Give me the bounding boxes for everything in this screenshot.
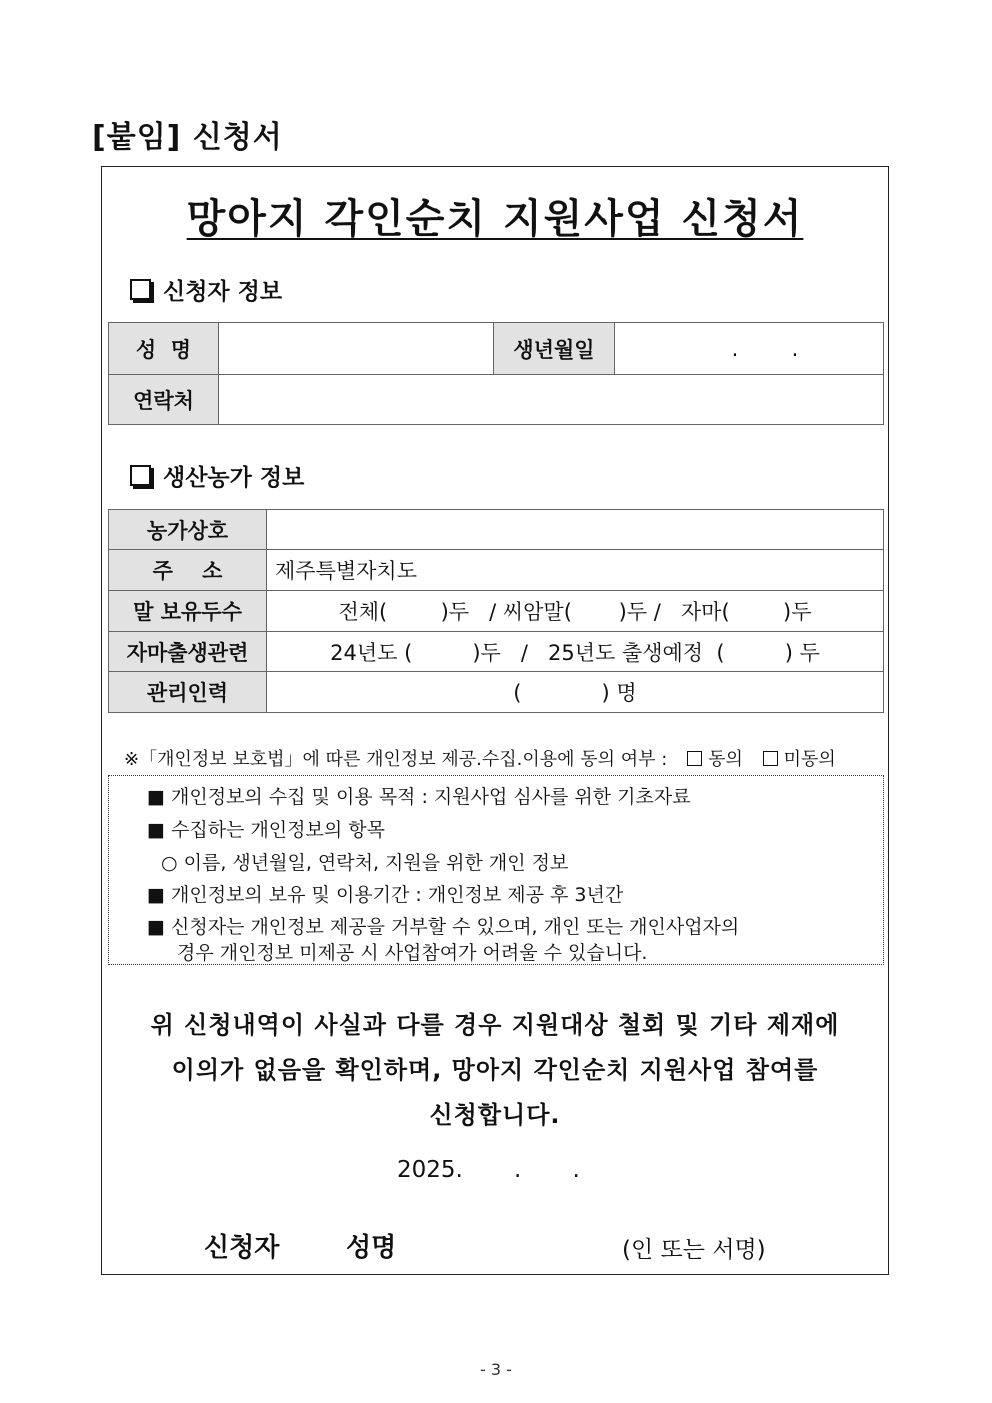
application-date[interactable]: 2025. . .: [397, 1157, 580, 1183]
section-farm-label: 생산농가 정보: [163, 465, 305, 491]
horse-count-label: 말 보유두수: [109, 591, 267, 632]
privacy-retention: ■ 개인정보의 보유 및 이용기간 : 개인정보 제공 후 3년간: [147, 884, 624, 906]
birth-label: 생년월일: [494, 323, 615, 375]
disagree-label: 미동의: [783, 749, 836, 770]
address-label: 주 소: [109, 550, 267, 591]
privacy-items: ○ 이름, 생년월일, 연락처, 지원을 위한 개인 정보: [161, 852, 569, 874]
farm-name-label: 농가상호: [109, 510, 267, 550]
birth-field[interactable]: . .: [615, 323, 884, 375]
agree-label: 동의: [708, 749, 743, 770]
applicant-label: 신청자: [204, 1233, 280, 1263]
consent-question-text: ※「개인정보 보호법」에 따른 개인정보 제공.수집.이용에 동의 여부 :: [124, 749, 668, 770]
name-label: 성 명: [109, 323, 219, 375]
section-applicant-label: 신청자 정보: [163, 279, 283, 305]
farm-table: [108, 509, 884, 713]
horse-count-field[interactable]: 전체( )두 / 씨암말( )두 / 자마( )두: [267, 591, 884, 632]
statement-line-3: 신청합니다.: [429, 1101, 561, 1129]
disagree-checkbox[interactable]: [763, 751, 778, 766]
application-form: [101, 166, 889, 1275]
checkbox-bullet-icon: [130, 465, 151, 486]
form-title-text: 망아지 각인순치 지원사업 신청서: [186, 196, 804, 242]
staff-field[interactable]: ( ) 명: [267, 672, 884, 713]
statement-line-1: 위 신청내역이 사실과 다를 경우 지원대상 철회 및 기타 제재에: [150, 1011, 840, 1039]
privacy-refusal: ■ 신청자는 개인정보 제공을 거부할 수 있으며, 개인 또는 개인사업자의: [147, 916, 740, 938]
statement-line-2: 이의가 없음을 확인하며, 망아지 각인순치 지원사업 참여를: [171, 1056, 819, 1084]
farm-name-field[interactable]: [267, 510, 884, 550]
agree-checkbox[interactable]: [687, 751, 702, 766]
staff-label: 관리인력: [109, 672, 267, 713]
privacy-notice-box: [108, 775, 884, 965]
contact-field[interactable]: [219, 375, 884, 425]
checkbox-bullet-icon: [130, 279, 151, 300]
privacy-items-heading: ■ 수집하는 개인정보의 항목: [147, 819, 385, 841]
privacy-purpose: ■ 개인정보의 수집 및 이용 목적 : 지원사업 심사를 위한 기초자료: [147, 786, 691, 808]
name-field[interactable]: [219, 323, 494, 375]
contact-label: 연락처: [109, 375, 219, 425]
attachment-heading: [붙임] 신청서: [92, 120, 283, 155]
foal-birth-label: 자마출생관련: [109, 632, 267, 672]
section-farm-info: [130, 459, 304, 492]
applicant-table: [108, 322, 884, 425]
foal-birth-field[interactable]: 24년도 ( )두 / 25년도 출생예정 ( ) 두: [267, 632, 884, 672]
address-field[interactable]: 제주특별자치도: [267, 550, 884, 591]
form-title: [102, 187, 888, 244]
consent-question: [124, 745, 836, 771]
signature-note: (인 또는 서명): [622, 1237, 766, 1263]
page-number: - 3 -: [480, 1360, 512, 1379]
section-applicant-info: [130, 273, 282, 306]
privacy-refusal-cont: 경우 개인정보 미제공 시 사업참여가 어려울 수 있습니다.: [177, 942, 648, 964]
signature-name-label: 성명: [346, 1233, 397, 1263]
